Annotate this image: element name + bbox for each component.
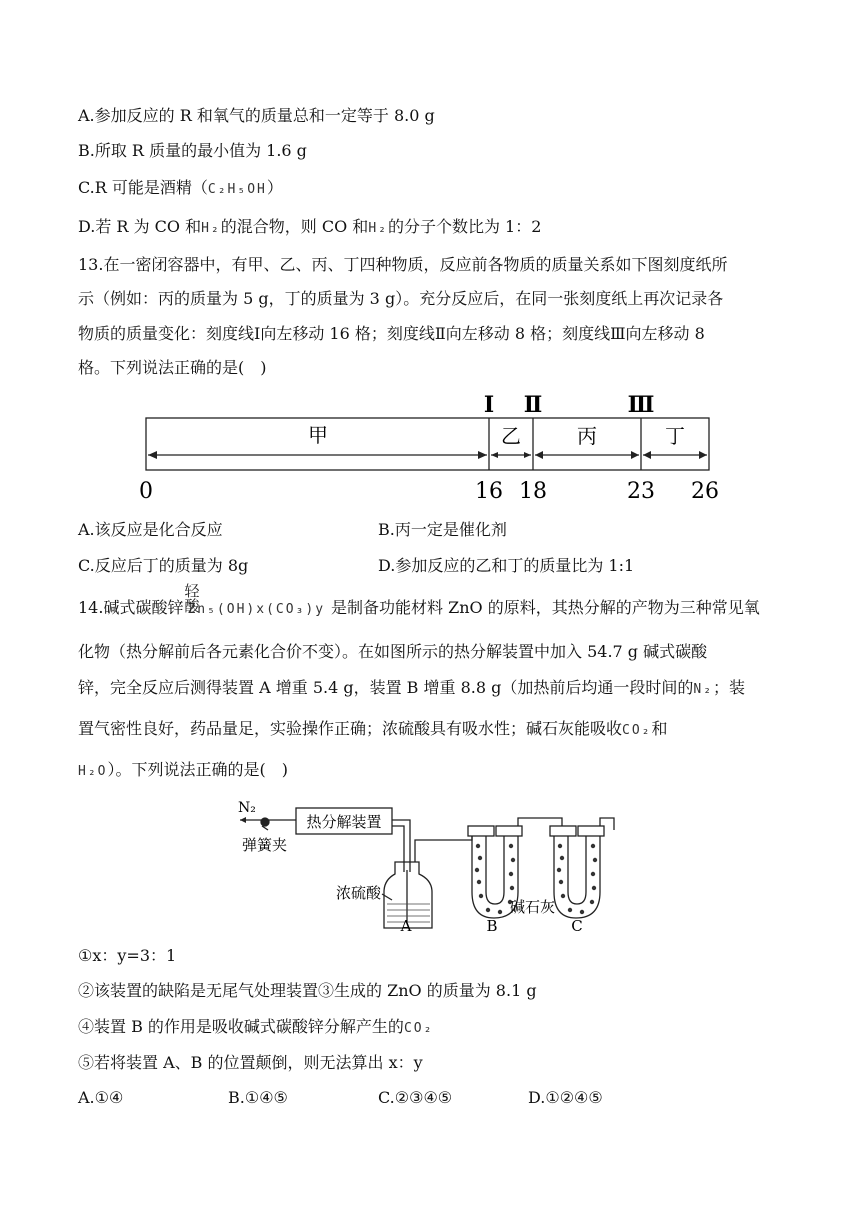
tick-23: 23 [627, 479, 655, 504]
statement-1: ①x：y=3：1 [78, 946, 177, 965]
statement-5: ⑤若将装置 A、B 的位置颠倒，则无法算出 x：y [78, 1053, 423, 1072]
statement-2-3: ②该装置的缺陷是无尾气处理装置③生成的 ZnO 的质量为 8.1 g [78, 981, 537, 1000]
clamp-label: 弹簧夹 [242, 836, 288, 854]
q13-option-c: C.反应后丁的质量为 8g [78, 556, 249, 575]
tick-16: 16 [475, 479, 503, 504]
tick-0: 0 [139, 479, 153, 504]
q14-option-b: B.①④⑤ [228, 1088, 288, 1107]
statement-4-text: ④装置 B 的作用是吸收碱式碳酸锌分解产生的 [78, 1017, 404, 1036]
q14-stem-line2: 化物（热分解前后各元素化合价不变）。在如图所示的热分解装置中加入 54.7 g 碱式碳酸 [78, 642, 708, 661]
basic-zinc-carbonate-formula [182, 583, 326, 621]
h2o-formula: H₂O [78, 764, 108, 779]
n2-label: N₂ [238, 800, 256, 816]
q14-line5-text: ）。下列说法正确的是( ) [107, 760, 288, 779]
apparatus-figure [232, 800, 622, 935]
co2-formula: CO₂ [622, 723, 652, 738]
tick-26: 26 [691, 479, 719, 504]
device-b-label: B [486, 917, 498, 935]
q14-line3-end: ；装 [713, 678, 746, 697]
formula-overlay-text: 轻酸 [182, 583, 201, 613]
q12-option-c-text: C.R 可能是酒精（ [78, 178, 208, 197]
q14-option-d: D.①②④⑤ [528, 1088, 603, 1107]
marker-2: Ⅱ [523, 392, 543, 418]
q12-option-a: A.参加反应的 R 和氧气的质量总和一定等于 8.0 g [78, 106, 435, 125]
nitrogen-formula: N₂ [693, 682, 714, 697]
q14-line4-text: 置气密性良好，药品量足，实验操作正确；浓硫酸具有吸水性；碱石灰能吸收 [78, 719, 623, 738]
decomposition-box-label: 热分解装置 [306, 813, 382, 831]
q14-line4-end: 和 [651, 719, 668, 738]
q12-option-b: B.所取 R 质量的最小值为 1.6 g [78, 141, 307, 160]
soda-lime-label: 碱石灰 [510, 898, 556, 916]
q13-stem-line3: 物质的质量变化：刻度线Ⅰ向左移动 16 格；刻度线Ⅱ向左移动 8 格；刻度线Ⅲ向左移动 8 [78, 324, 705, 343]
q13-stem-line2: 示（例如：丙的质量为 5 g，丁的质量为 3 g）。充分反应后，在同一张刻度纸上再次记录各 [78, 289, 724, 308]
segment-bing: 丙 [577, 424, 597, 448]
q14-stem-line3 [78, 677, 745, 701]
q12-option-d-text-1: D.若 R 为 CO 和 [78, 217, 202, 236]
q13-option-a: A.该反应是化合反应 [78, 520, 223, 539]
statement-4 [78, 1016, 433, 1040]
q12-option-c [78, 177, 283, 201]
q14-line3-text: 锌，完全反应后测得装置 A 增重 5.4 g，装置 B 增重 8.8 g（加热前后均通一段时间的 [78, 678, 694, 697]
q12-option-d-text-3: 的分子个数比为 1：2 [387, 217, 542, 236]
hydrogen-formula: H₂ [201, 221, 221, 236]
device-c-label: C [571, 917, 583, 935]
q12-option-d-text-2: 的混合物，则 CO 和 [220, 217, 369, 236]
acid-label: 浓硫酸 [336, 884, 382, 902]
segment-yi: 乙 [501, 424, 521, 448]
q12-option-d [78, 216, 541, 240]
segment-ding: 丁 [665, 424, 685, 448]
marker-3: Ⅲ [627, 392, 655, 418]
q14-stem-line5 [78, 759, 288, 783]
q13-stem-line4: 格。下列说法正确的是( ) [78, 358, 267, 377]
q14-stem-post: 是制备功能材料 ZnO 的原料，其热分解的产物为三种常见氧 [331, 598, 760, 617]
device-a-label: A [400, 917, 412, 935]
q13-option-b: B.丙一定是催化剂 [378, 520, 507, 539]
q14-stem-line1 [78, 583, 760, 621]
q14-option-c: C.②③④⑤ [378, 1088, 453, 1107]
q14-stem-line4 [78, 718, 668, 742]
q12-option-c-close: ） [266, 178, 283, 197]
formula-text: Zn₅(OH)x(CO₃)y [187, 602, 326, 617]
q14-option-a: A.①④ [78, 1088, 124, 1107]
hydrogen-formula-2: H₂ [368, 221, 388, 236]
segment-jia: 甲 [308, 423, 328, 447]
q14-stem-pre: 14.碱式碳酸锌 [78, 598, 184, 617]
q13-option-d: D.参加反应的乙和丁的质量比为 1:1 [378, 556, 635, 575]
q13-stem-line1: 13.在一密闭容器中，有甲、乙、丙、丁四种物质，反应前各物质的质量关系如下图刻度纸所 [78, 255, 728, 274]
statement-4-co2: CO₂ [403, 1021, 434, 1036]
tick-18: 18 [519, 479, 547, 504]
scale-paper-figure [130, 388, 730, 504]
marker-1: Ⅰ [483, 392, 495, 418]
ethanol-formula: C₂H₅OH [207, 182, 267, 197]
